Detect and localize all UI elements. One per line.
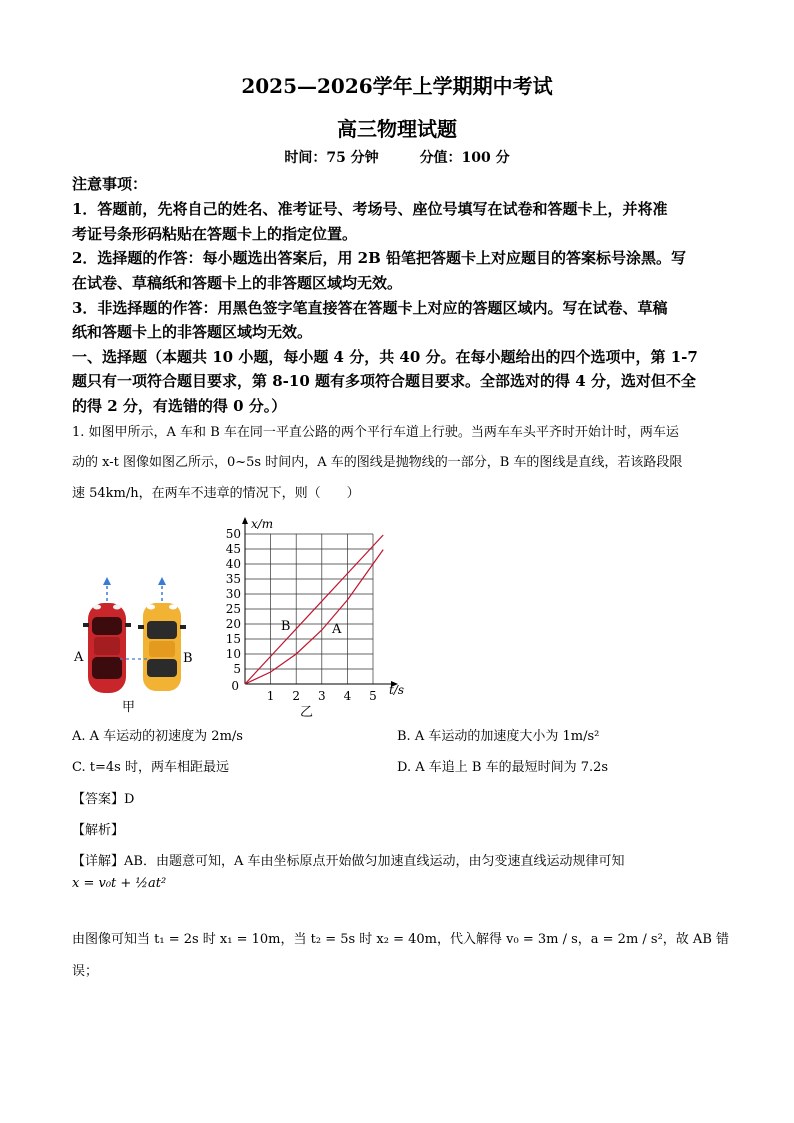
origin-label: 0 bbox=[231, 679, 239, 693]
figure-yi-caption: 乙 bbox=[300, 705, 314, 717]
answer-value: D bbox=[124, 792, 135, 807]
x-tick-label-1: 1 bbox=[266, 689, 275, 703]
x-axis-label: t/s bbox=[389, 683, 405, 697]
section-1-line-1: 一、选择题（本题共 10 小题，每小题 4 分，共 40 分。在每小题给出的四个选项中，第 1-7 bbox=[72, 348, 698, 366]
series-line-A bbox=[245, 550, 383, 684]
note-2-line-2: 在试卷、草稿纸和答题卡上的非答题区域均无效。 bbox=[72, 274, 403, 292]
exam-time: 时间：75 分钟 bbox=[284, 150, 379, 166]
note-3-line-1: 3．非选择题的作答：用黑色签字笔直接答在答题卡上对应的答题区域内。写在试卷、草稿 bbox=[72, 299, 668, 317]
figure-jia-caption: 甲 bbox=[122, 700, 136, 715]
car-b-label: B bbox=[183, 651, 193, 666]
x-tick-label-5: 5 bbox=[369, 689, 377, 703]
question-1-line-3: 速 54km/h，在两车不违章的情况下，则（ ） bbox=[72, 486, 360, 501]
option-c: C. t=4s 时，两车相距最远 bbox=[72, 760, 229, 775]
car-a-arrow-head bbox=[103, 577, 111, 585]
analysis-label: 【解析】 bbox=[72, 823, 125, 838]
notes-heading: 注意事项： bbox=[72, 175, 148, 193]
detail-line-2: 由图像可知当 t₁ = 2s 时 x₁ = 10m，当 t₂ = 5s 时 x₂ = 40m，代入解得 v₀ = 3m / s，a = 2m / s²，故 AB 错 bbox=[72, 932, 730, 947]
car-a-icon bbox=[83, 603, 131, 693]
exam-meta bbox=[0, 147, 794, 167]
series-label-B: B bbox=[280, 619, 291, 634]
x-tick-label-4: 4 bbox=[343, 689, 352, 703]
option-d: D. A 车追上 B 车的最短时间为 7.2s bbox=[397, 760, 609, 775]
exam-title: 2025—2026学年上学期期中考试 bbox=[241, 74, 553, 98]
y-tick-label-50: 50 bbox=[225, 527, 241, 541]
x-tick-label-2: 2 bbox=[292, 689, 301, 703]
option-b: B. A 车运动的加速度大小为 1m/s² bbox=[397, 729, 600, 744]
x-tick-label-3: 3 bbox=[317, 689, 326, 703]
car-a-label: A bbox=[74, 650, 84, 665]
y-tick-label-25: 25 bbox=[225, 602, 241, 616]
section-1-line-2: 题只有一项符合题目要求，第 8-10 题有多项符合题目要求。全部选对的得 4 分，选对但不全 bbox=[72, 372, 696, 390]
car-b-arrow-head bbox=[158, 577, 166, 585]
y-tick-label-20: 20 bbox=[225, 617, 241, 631]
series-line-B bbox=[245, 535, 383, 684]
option-a: A. A 车运动的初速度为 2m/s bbox=[72, 729, 243, 744]
figure-jia-cars bbox=[70, 575, 210, 710]
car-b-icon bbox=[138, 603, 186, 691]
y-tick-label-45: 45 bbox=[225, 542, 241, 556]
detail-line-1: 【详解】AB．由题意可知，A 车由坐标原点开始做匀加速直线运动，由匀变速直线运动规律可知 bbox=[72, 854, 625, 869]
question-1-line-1: 1. 如图甲所示，A 车和 B 车在同一平直公路的两个平行车道上行驶。当两车车头平齐时开始计时，两车运 bbox=[72, 425, 679, 440]
note-1-line-2: 考证号条形码粘贴在答题卡上的指定位置。 bbox=[72, 225, 358, 243]
y-tick-label-15: 15 bbox=[225, 632, 241, 646]
y-axis-arrow bbox=[242, 517, 248, 524]
y-tick-label-35: 35 bbox=[225, 572, 241, 586]
note-2-line-1: 2．选择题的作答：每小题选出答案后，用 2B 铅笔把答题卡上对应题目的答案标号涂黑。写 bbox=[72, 249, 687, 267]
y-tick-label-10: 10 bbox=[225, 647, 241, 661]
exam-score: 分值：100 分 bbox=[419, 150, 510, 166]
formula: x = v₀t + ½at² bbox=[72, 876, 167, 891]
y-tick-label-40: 40 bbox=[225, 557, 241, 571]
y-tick-label-30: 30 bbox=[225, 587, 241, 601]
question-1-line-2: 动的 x-t 图像如图乙所示，0~5s 时间内，A 车的图线是抛物线的一部分，B 车的图线是直线，若该路段限 bbox=[72, 455, 683, 470]
y-axis-label: x/m bbox=[251, 517, 274, 531]
y-tick-label-5: 5 bbox=[233, 662, 241, 676]
note-1-line-1: 1．答题前，先将自己的姓名、准考证号、考场号、座位号填写在试卷和答题卡上，并将准 bbox=[72, 200, 668, 218]
series-label-A: A bbox=[332, 622, 342, 637]
exam-subtitle: 高三物理试题 bbox=[337, 117, 457, 141]
section-1-line-3: 的得 2 分，有选错的得 0 分。） bbox=[72, 397, 287, 415]
answer-label: 【答案】 bbox=[72, 792, 125, 807]
note-3-line-2: 纸和答题卡上的非答题区域均无效。 bbox=[72, 323, 313, 341]
detail-line-3: 误； bbox=[72, 964, 99, 979]
figure-yi-xt-chart bbox=[215, 512, 415, 717]
answer-line bbox=[72, 788, 134, 807]
